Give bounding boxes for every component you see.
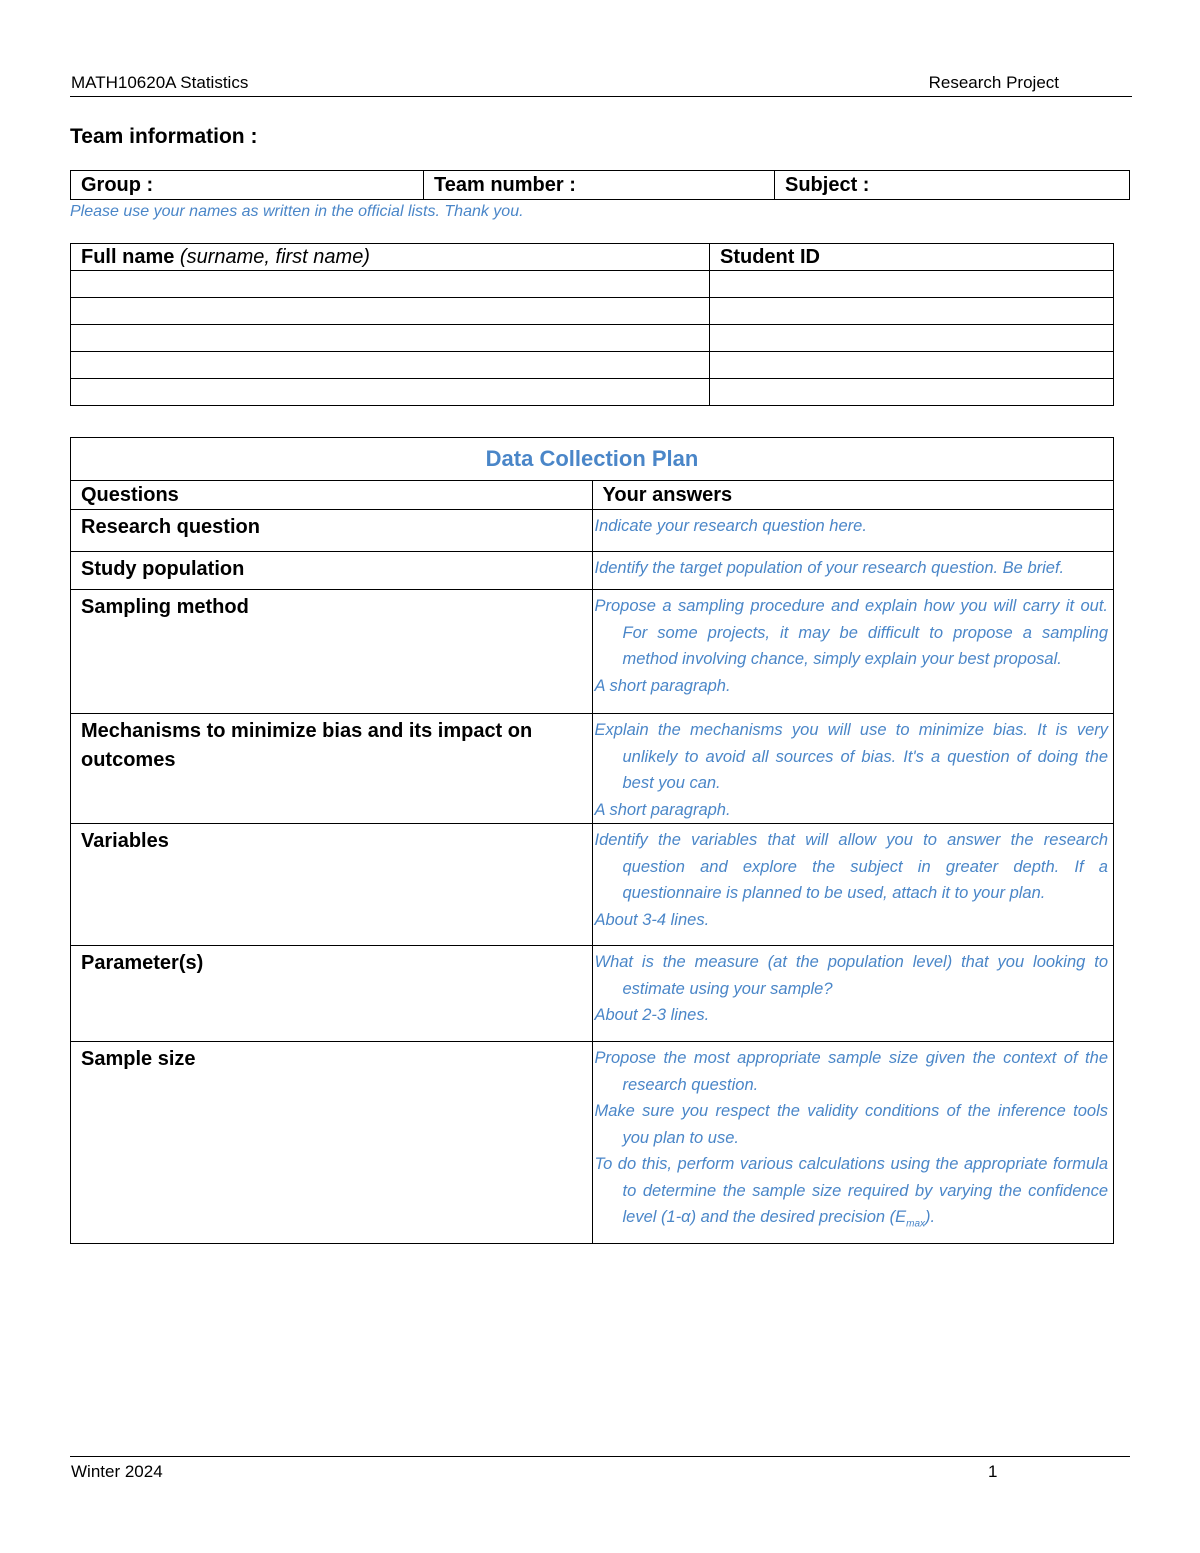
answer-population[interactable]: Identify the target population of your research question. Be brief. (592, 552, 1114, 590)
member-name-cell[interactable] (71, 298, 710, 325)
member-name-cell[interactable] (71, 271, 710, 298)
answers-header: Your answers (592, 481, 1114, 510)
names-note: Please use your names as written in the official lists. Thank you. (70, 203, 524, 220)
answer-sampling[interactable]: Propose a sampling procedure and explain how you will carry it out. For some projects, it may be difficult to propose a sampling method involving chance, simply explain your best proposal. A short paragraph. (592, 590, 1114, 714)
question-bias: Mechanisms to minimize bias and its impact on outcomes (71, 714, 593, 824)
member-id-cell[interactable] (710, 271, 1114, 298)
team-info-title: Team information : (70, 125, 258, 148)
member-id-cell[interactable] (710, 379, 1114, 406)
answer-parameters[interactable]: What is the measure (at the population level) that you looking to estimate using your sample? About 2-3 lines. (592, 946, 1114, 1042)
question-sampling: Sampling method (71, 590, 593, 714)
full-name-header: Full name (surname, first name) (71, 244, 710, 271)
page-number: 1 (988, 1462, 998, 1481)
member-name-cell[interactable] (71, 379, 710, 406)
answer-variables[interactable]: Identify the variables that will allow you to answer the research question and explore the subject in greater depth. If a questionnaire is planned to be used, attach it to your plan. About 3-4 lines. (592, 824, 1114, 946)
header-doc-title: Research Project (928, 73, 1059, 92)
header-course: MATH10620A Statistics (71, 73, 249, 92)
question-population: Study population (71, 552, 593, 590)
members-table (70, 243, 1114, 406)
member-id-cell[interactable] (710, 298, 1114, 325)
student-id-header: Student ID (710, 244, 1114, 271)
header-rule (70, 96, 1132, 97)
data-collection-plan-table (70, 437, 1114, 1244)
question-research: Research question (71, 510, 593, 552)
member-id-cell[interactable] (710, 325, 1114, 352)
footer-rule (70, 1456, 1130, 1457)
subject-field[interactable]: Subject : (775, 171, 1130, 200)
answer-bias[interactable]: Explain the mechanisms you will use to minimize bias. It is very unlikely to avoid all sources of bias. It's a question of doing the best you can. A short paragraph. (592, 714, 1114, 824)
question-variables: Variables (71, 824, 593, 946)
plan-title: Data Collection Plan (71, 438, 1114, 481)
group-field[interactable]: Group : (71, 171, 424, 200)
footer-term: Winter 2024 (71, 1462, 163, 1481)
questions-header: Questions (71, 481, 593, 510)
answer-sample-size[interactable]: Propose the most appropriate sample size given the context of the research question. Make sure you respect the validity conditions of the inference tools you plan to use. To do this, perform various calculations using the appropriate formula to determine the sample size required by varying the confidence level (1-α) and the desired precision $(E_{max})$. (592, 1042, 1114, 1244)
member-name-cell[interactable] (71, 325, 710, 352)
member-id-cell[interactable] (710, 352, 1114, 379)
question-sample-size: Sample size (71, 1042, 593, 1244)
answer-research[interactable]: Indicate your research question here. (592, 510, 1114, 552)
team-number-field[interactable]: Team number : (424, 171, 775, 200)
question-parameters: Parameter(s) (71, 946, 593, 1042)
team-info-table (70, 170, 1130, 200)
member-name-cell[interactable] (71, 352, 710, 379)
